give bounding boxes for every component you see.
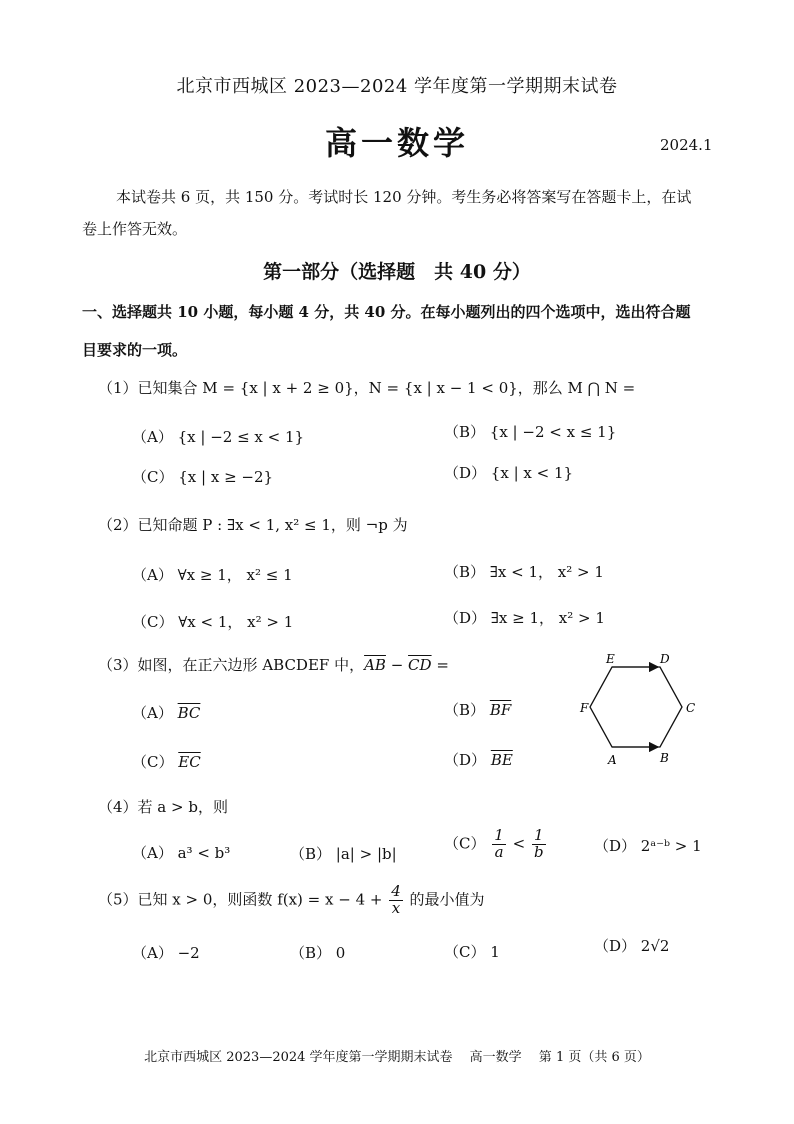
- less-than-sign: <: [512, 834, 526, 853]
- vector-ab: $\overline{AB}$: [364, 656, 386, 674]
- section-instruction-1: 一、选择题共 10 小题，每小题 4 分，共 40 分。在每小题列出的四个选项中，选出符合题: [82, 303, 691, 321]
- question-2-option-b: （B） ∃x < 1， x² > 1: [444, 563, 604, 581]
- question-4-option-d: （D） 2ᵃ⁻ᵇ > 1: [594, 837, 702, 855]
- question-3-option-b: [444, 699, 511, 720]
- intro-line-1: 本试卷共 6 页，共 150 分。考试时长 120 分钟。考生务必将答案写在答题卡上，在试: [116, 188, 692, 206]
- option-label: （A）: [132, 704, 173, 722]
- question-4-option-b: （B） |a| > |b|: [290, 845, 397, 863]
- page-footer: 北京市西城区 2023—2024 学年度第一学期期末试卷 高一数学 第 1 页（共 6 页）: [144, 1050, 650, 1065]
- option-label: （C）: [132, 753, 174, 771]
- hexagon-figure: [572, 648, 702, 768]
- vertex-label-f: F: [580, 701, 589, 715]
- question-3-option-d: [444, 749, 513, 770]
- option-label: （D）: [444, 751, 487, 769]
- question-1-option-b: （B） {x | −2 < x ≤ 1}: [444, 423, 617, 441]
- hexagon-outline: [590, 667, 682, 747]
- minus-sign: −: [385, 656, 409, 674]
- option-vector: $\overline{BF}$: [489, 701, 512, 719]
- fraction-4-over-x: $\frac{4}{x}$: [391, 882, 401, 917]
- question-2-option-a: （A） ∀x ≥ 1， x² ≤ 1: [132, 566, 293, 584]
- hexagon-diagram: [572, 648, 702, 768]
- question-1-option-c: （C） {x | x ≥ −2}: [132, 468, 274, 486]
- option-vector: $\overline{EC}$: [178, 753, 201, 771]
- part-title: 第一部分（选择题 共 40 分）: [263, 261, 531, 283]
- equals-sign: =: [431, 656, 449, 674]
- question-2-option-d: （D） ∃x ≥ 1， x² > 1: [444, 609, 605, 627]
- question-2-stem: （2）已知命题 P : ∃x < 1, x² ≤ 1，则 ¬p 为: [98, 516, 408, 534]
- vector-cd: $\overline{CD}$: [408, 656, 432, 674]
- question-4-stem: （4）若 a > b，则: [98, 798, 228, 816]
- question-3-stem: [98, 654, 449, 675]
- question-3-stem-prefix: （3）如图，在正六边形 ABCDEF 中，: [98, 656, 365, 674]
- vertex-label-a: A: [608, 753, 617, 767]
- question-3-option-a: [132, 702, 200, 723]
- question-5-stem-prefix: （5）已知 x > 0，则函数 f(x) = x − 4 +: [98, 890, 383, 909]
- vertex-label-e: E: [606, 652, 615, 666]
- vertex-label-c: C: [686, 701, 696, 715]
- exam-date: 2024.1: [660, 136, 713, 154]
- question-3-option-c: [132, 751, 201, 772]
- question-2-option-c: （C） ∀x < 1， x² > 1: [132, 613, 294, 631]
- option-label: （C）: [444, 834, 486, 853]
- question-4-option-a: （A） a³ < b³: [132, 844, 231, 862]
- question-5-option-b: （B） 0: [290, 944, 346, 962]
- question-1-option-d: （D） {x | x < 1}: [444, 464, 574, 482]
- vertex-label-d: D: [660, 652, 670, 666]
- question-5-stem-suffix: 的最小值为: [404, 890, 485, 909]
- exam-title: 北京市西城区 2023—2024 学年度第一学期期末试卷: [176, 76, 618, 97]
- option-vector: $\overline{BE}$: [490, 751, 513, 769]
- option-label: （B）: [444, 701, 486, 719]
- intro-line-2: 卷上作答无效。: [82, 220, 188, 238]
- fraction-1-over-b: $\frac{1}{b}$: [533, 826, 544, 861]
- question-1-stem: （1）已知集合 M = {x | x + 2 ≥ 0}，N = {x | x − 1 < 0}，那么 M ⋂ N =: [98, 379, 636, 397]
- option-vector: $\overline{BC}$: [177, 704, 201, 722]
- section-instruction-2: 目要求的一项。: [82, 341, 188, 359]
- question-5-stem: [98, 884, 485, 917]
- question-1-option-a: （A） {x | −2 ≤ x < 1}: [132, 428, 305, 446]
- fraction-1-over-a: $\frac{1}{a}$: [494, 826, 504, 861]
- question-4-option-c: [444, 828, 548, 861]
- vertex-label-b: B: [660, 751, 669, 765]
- question-5-option-c: （C） 1: [444, 943, 500, 961]
- subject-title: 高一数学: [324, 124, 469, 162]
- question-5-option-a: （A） −2: [132, 944, 200, 962]
- question-5-option-d: （D） 2√2: [594, 937, 670, 955]
